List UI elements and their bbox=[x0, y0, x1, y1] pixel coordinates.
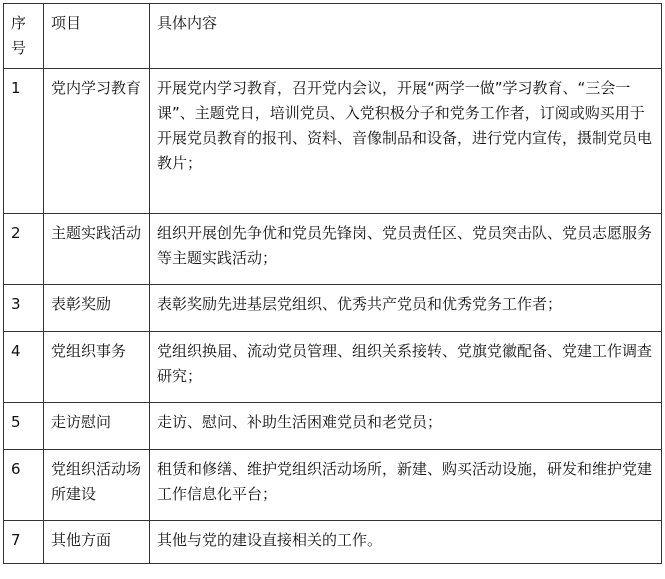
row-no: 5 bbox=[4, 403, 44, 450]
row-desc: 走访、慰问、补助生活困难党员和老党员； bbox=[150, 403, 662, 450]
row-no: 6 bbox=[4, 450, 44, 521]
row-item: 表彰奖励 bbox=[44, 285, 150, 332]
row-item: 党组织活动场所建设 bbox=[44, 450, 150, 521]
row-desc: 组织开展创先争优和党员先锋岗、党员责任区、党员突击队、党员志愿服务等主题实践活动； bbox=[150, 214, 662, 285]
header-no: 序号 bbox=[4, 4, 44, 69]
row-desc: 其他与党的建设直接相关的工作。 bbox=[150, 521, 662, 564]
row-desc: 表彰奖励先进基层党组织、优秀共产党员和优秀党务工作者； bbox=[150, 285, 662, 332]
table-header-row bbox=[4, 4, 662, 69]
table-row bbox=[4, 69, 662, 214]
row-no: 4 bbox=[4, 332, 44, 403]
row-item: 党内学习教育 bbox=[44, 69, 150, 214]
row-desc: 党组织换届、流动党员管理、组织关系接转、党旗党徽配备、党建工作调查研究； bbox=[150, 332, 662, 403]
row-desc: 租赁和修缮、维护党组织活动场所，新建、购买活动设施，研发和维护党建工作信息化平台； bbox=[150, 450, 662, 521]
table-row bbox=[4, 214, 662, 285]
table-row bbox=[4, 332, 662, 403]
row-item: 其他方面 bbox=[44, 521, 150, 564]
row-item: 党组织事务 bbox=[44, 332, 150, 403]
table-row bbox=[4, 285, 662, 332]
row-no: 1 bbox=[4, 69, 44, 214]
row-no: 3 bbox=[4, 285, 44, 332]
row-item: 主题实践活动 bbox=[44, 214, 150, 285]
row-item: 走访慰问 bbox=[44, 403, 150, 450]
row-no: 7 bbox=[4, 521, 44, 564]
table-row bbox=[4, 450, 662, 521]
row-desc: 开展党内学习教育，召开党内会议，开展“两学一做”学习教育、“三会一课”、主题党日，培训党员、入党积极分子和党务工作者，订阅或购买用于开展党员教育的报刊、资料、音像制品和设备，进行党内宣传，摄制党员电教片； bbox=[150, 69, 662, 214]
table-row bbox=[4, 521, 662, 564]
header-item: 项目 bbox=[44, 4, 150, 69]
header-desc: 具体内容 bbox=[150, 4, 662, 69]
table-row bbox=[4, 403, 662, 450]
expense-scope-table bbox=[3, 3, 662, 564]
row-no: 2 bbox=[4, 214, 44, 285]
